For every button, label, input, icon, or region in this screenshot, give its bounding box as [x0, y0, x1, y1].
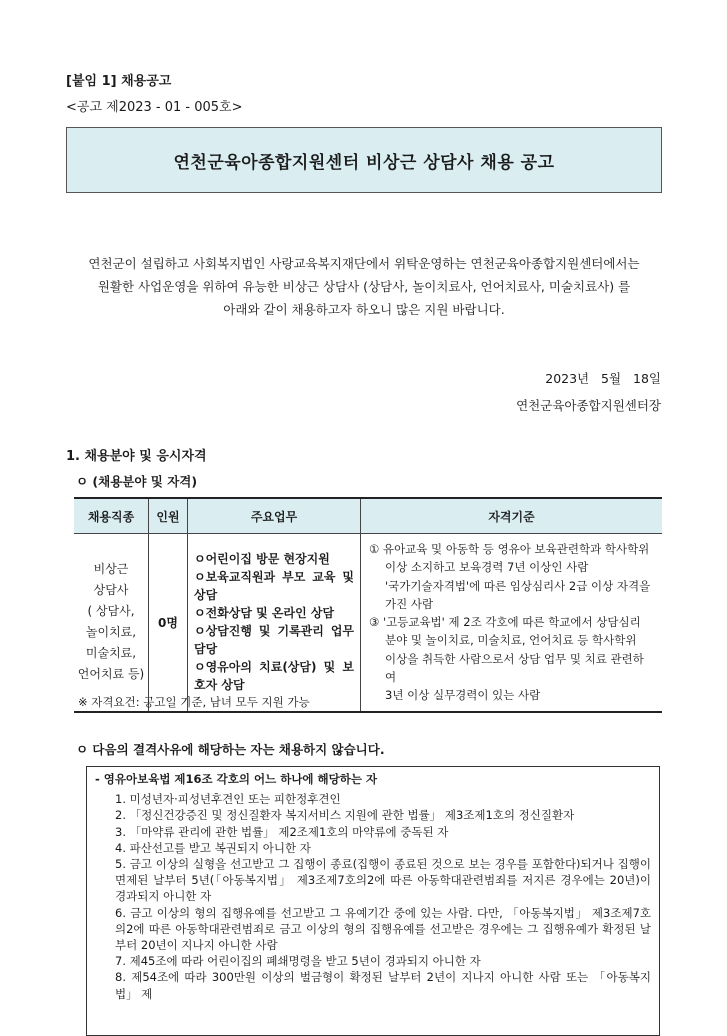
attachment-label: [붙임 1] 채용공고 — [66, 74, 172, 89]
intro-line: 원활한 사업운영을 위하여 유능한 비상근 상담사 (상담사, 놀이치료사, 언어치료사, 미술치료사) 를 — [97, 279, 631, 294]
qualification-line: 이상 소지하고 보육경력 7년 이상인 사람 — [385, 560, 589, 575]
list-item: 2. 「정신건강증진 및 정신질환자 복지서비스 지원에 관한 법률」 제3조제1호의 정신질환자 — [115, 808, 575, 823]
list-item: 7. 제45조에 따라 어린이집의 폐쇄명령을 받고 5년이 경과되지 아니한 자 — [115, 954, 481, 969]
header-qualifications: 자격기준 — [361, 498, 663, 534]
qualification-line: 가진 사람 — [385, 596, 434, 611]
list-item: 1. 미성년자·피성년후견인 또는 피한정후견인 — [115, 792, 341, 807]
header-headcount: 인원 — [149, 498, 188, 534]
qualification-line: 이상을 취득한 사람으로서 상담 업무 및 치료 관련하여 — [385, 651, 644, 685]
duty-item: ㅇ보육교직원과 부모 교육 및 상담 — [194, 570, 354, 603]
list-item: 5. 금고 이상의 실형을 선고받고 그 집행이 종료(집행이 종료된 것으로 보는 경우를 포함한다)되거나 집행이 면제된 날부터 5년(「아동복지법」 제3조제7호의2에 따른 아동학대관련범죄를 저지른 경우에는 20년)이 경과되지 아니한 자 — [115, 857, 651, 904]
job-line: 언어치료 등) — [77, 667, 145, 682]
list-item: 6. 금고 이상의 형의 집행유예를 선고받고 그 유예기간 중에 있는 사람. 다만, 「아동복지법」 제3조제7호의2에 따른 아동학대관련범죄로 금고 이상의 형의 집행유예를 선고받은 경우에는 그 집행유예가 확정된 날부터 20년이 지나지 아니한 사람 — [115, 905, 651, 953]
duty-item: ㅇ영유아의 치료(상담) 및 보호자 상담 — [194, 660, 354, 693]
duty-item: ㅇ어린이집 방문 현장지원 — [194, 552, 330, 567]
header-main-duties: 주요업무 — [188, 498, 361, 534]
page-title: 연천군육아종합지원센터 비상근 상담사 채용 공고 — [173, 152, 555, 173]
job-line: 비상근 — [93, 562, 129, 577]
qualification-line: ① 유아교육 및 아동학 등 영유아 보육관련학과 학사학위 — [369, 542, 650, 556]
list-item: 3. 「마약류 관리에 관한 법률」 제2조제1호의 마약류에 중독된 자 — [115, 824, 449, 839]
intro-line: 아래와 같이 채용하고자 하오니 많은 지원 바랍니다. — [223, 302, 505, 317]
subsection-heading: ㅇ (채용분야 및 자격) — [76, 474, 198, 489]
header-job-type: 채용직종 — [74, 498, 149, 534]
section-heading: 1. 채용분야 및 응시자격 — [66, 449, 207, 464]
issuer-name: 연천군육아종합지원센터장 — [516, 398, 661, 413]
recruitment-table — [74, 497, 662, 713]
job-line: 상담사 — [93, 583, 129, 598]
intro-line: 연천군이 설립하고 사회복지법인 사랑교육복지재단에서 위탁운영하는 연천군육아종합지원센터에서는 — [88, 256, 640, 271]
qualification-line: '국가기술자격법'에 따른 임상심리사 2급 이상 자격을 — [385, 578, 651, 593]
eligibility-footnote: ※ 자격요건: 공고일 기준, 남녀 모두 지원 가능 — [78, 695, 310, 709]
disqualification-box — [86, 766, 660, 1036]
title-box — [66, 127, 662, 193]
duty-item: ㅇ전화상담 및 온라인 상담 — [194, 606, 335, 621]
duty-item: ㅇ상담진행 및 기록관리 업무 담당 — [194, 624, 354, 657]
notice-date: 2023년 5월 18일 — [545, 371, 661, 386]
duties-cell — [188, 534, 361, 712]
qualification-line: 3년 이상 실무경력이 있는 사람 — [385, 688, 541, 703]
notice-number: <공고 제2023 - 01 - 005호> — [66, 100, 243, 115]
list-item: 8. 제54조에 따라 300만원 이상의 벌금형이 확정된 날부터 2년이 지나지 아니한 사람 또는 「아동복지법」 제 — [115, 970, 651, 1001]
headcount-cell: 0명 — [149, 534, 188, 712]
intro-paragraph — [66, 252, 662, 321]
qualifications-cell — [361, 534, 663, 712]
qualification-line: ③ '고등교육법' 제 2조 각호에 따른 학교에서 상담심리 — [369, 615, 641, 630]
job-line: 미술치료, — [85, 646, 137, 661]
disqualification-heading: ㅇ 다음의 결격사유에 해당하는 자는 채용하지 않습니다. — [76, 742, 385, 757]
job-line: 놀이치료, — [85, 625, 137, 640]
table-header-row — [74, 498, 662, 534]
table-row — [74, 534, 662, 712]
qualification-line: 분야 및 놀이치료, 미술치료, 언어치료 등 학사학위 — [385, 633, 637, 648]
job-line: ( 상담사, — [87, 604, 135, 619]
job-type-cell — [74, 534, 149, 712]
disqualification-box-heading: - 영유아보육법 제16조 각호의 어느 하나에 해당하는 자 — [95, 772, 378, 786]
list-item: 4. 파산선고를 받고 복권되지 아니한 자 — [115, 840, 311, 855]
